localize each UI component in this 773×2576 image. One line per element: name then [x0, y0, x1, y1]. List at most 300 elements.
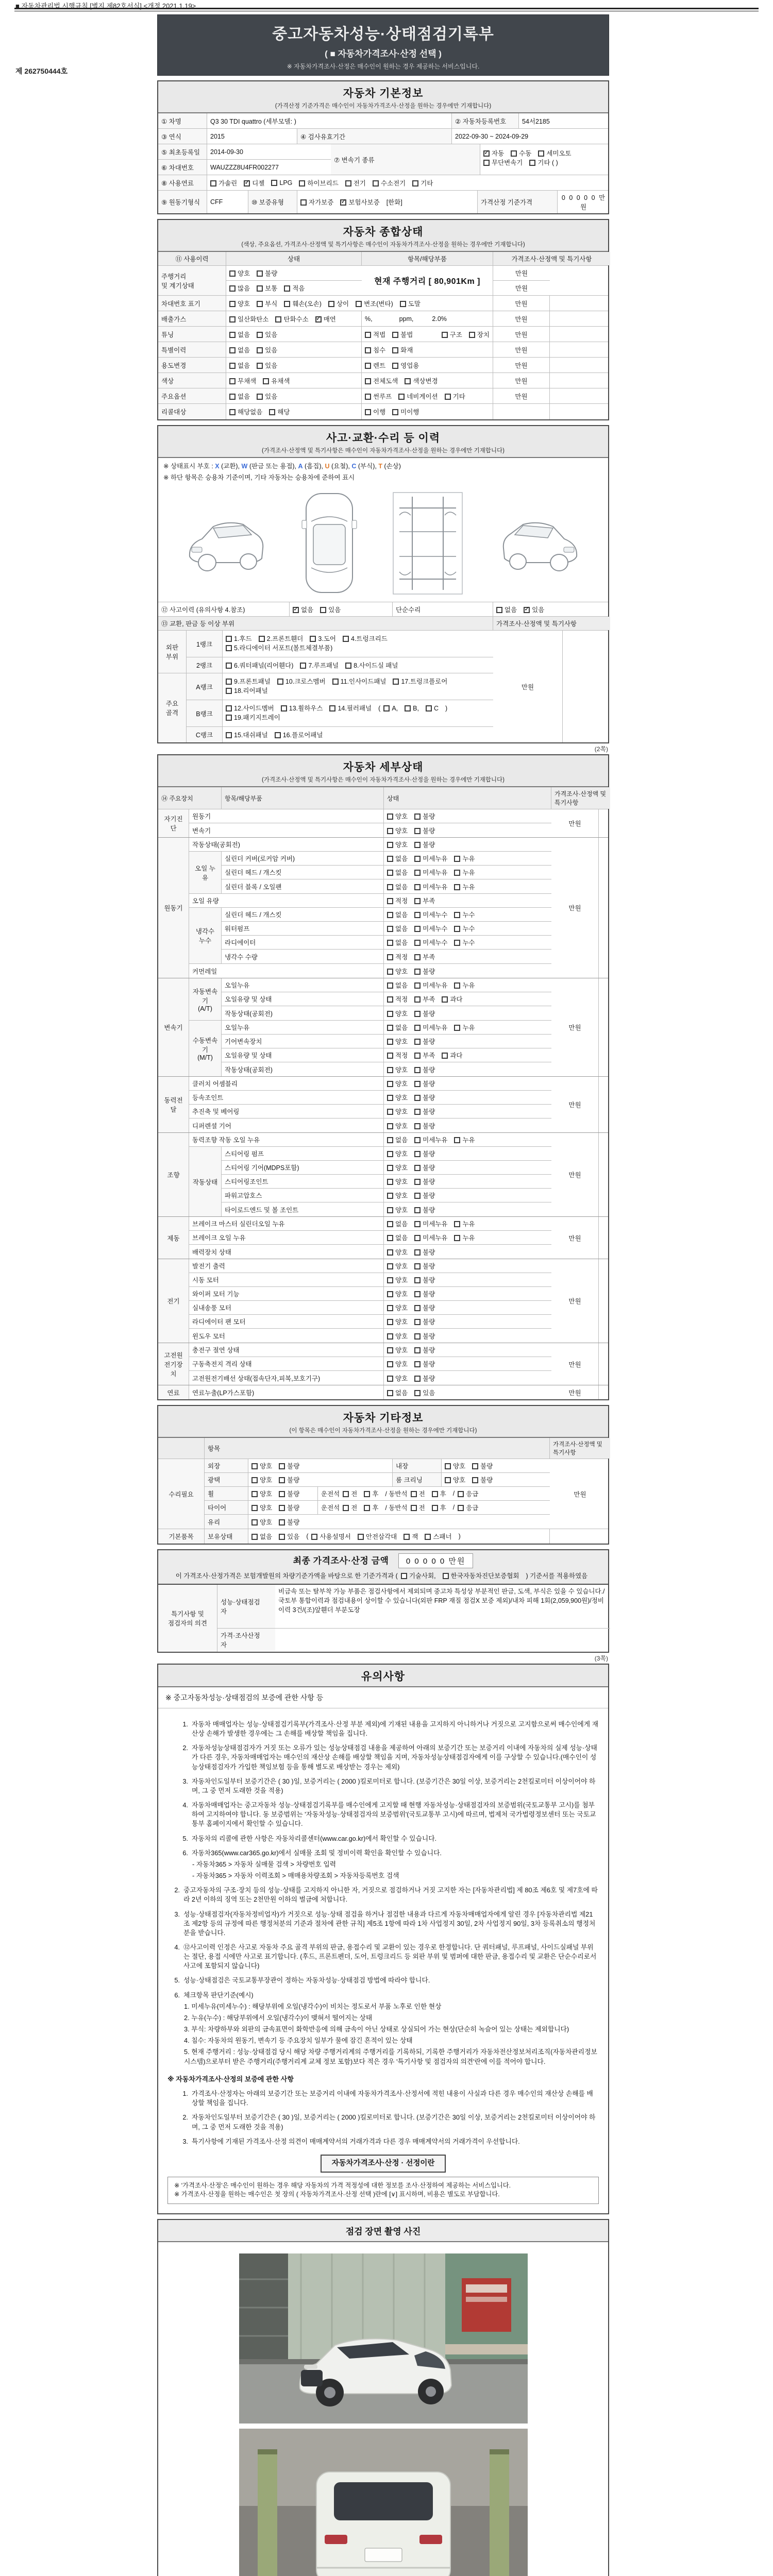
checkbox-option[interactable]	[414, 1037, 435, 1046]
unchecked-checkbox[interactable]	[414, 1193, 421, 1199]
checkbox-option[interactable]	[356, 299, 393, 308]
unchecked-checkbox[interactable]	[414, 1277, 421, 1283]
checkbox-option[interactable]	[432, 1489, 446, 1498]
checkbox-option[interactable]	[414, 882, 447, 891]
unchecked-checkbox[interactable]	[343, 1505, 349, 1511]
unchecked-checkbox[interactable]	[387, 1179, 393, 1185]
unchecked-checkbox[interactable]	[405, 705, 411, 711]
unchecked-checkbox[interactable]	[511, 150, 517, 157]
checkbox-option[interactable]	[229, 330, 250, 339]
checkbox-option[interactable]	[210, 178, 237, 188]
checkbox-option[interactable]	[432, 1503, 446, 1512]
checkbox-option[interactable]	[328, 299, 349, 308]
unchecked-checkbox[interactable]	[442, 332, 448, 338]
unchecked-checkbox[interactable]	[414, 940, 421, 946]
checkbox-option[interactable]	[364, 1503, 378, 1512]
checkbox-option[interactable]	[414, 1149, 435, 1158]
unchecked-checkbox[interactable]	[284, 301, 290, 307]
checkbox-option[interactable]	[414, 1275, 435, 1284]
checkbox-option[interactable]	[442, 330, 462, 339]
unchecked-checkbox[interactable]	[343, 636, 349, 642]
unchecked-checkbox[interactable]	[414, 1179, 421, 1185]
checkbox-option[interactable]	[387, 826, 408, 835]
checkbox-option[interactable]	[414, 1261, 435, 1270]
checkbox-option[interactable]	[279, 1461, 299, 1470]
checkbox-option[interactable]	[387, 1331, 408, 1341]
checked-checkbox[interactable]	[293, 607, 299, 613]
checkbox-option[interactable]	[277, 676, 326, 686]
unchecked-checkbox[interactable]	[279, 1505, 285, 1511]
unchecked-checkbox[interactable]	[279, 1491, 285, 1497]
unchecked-checkbox[interactable]	[226, 732, 232, 738]
unchecked-checkbox[interactable]	[454, 856, 460, 862]
unchecked-checkbox[interactable]	[364, 1491, 370, 1497]
unchecked-checkbox[interactable]	[365, 378, 371, 384]
unchecked-checkbox[interactable]	[387, 1249, 393, 1256]
unchecked-checkbox[interactable]	[343, 1491, 349, 1497]
unchecked-checkbox[interactable]	[257, 270, 263, 277]
checkbox-option[interactable]	[414, 1121, 435, 1130]
checkbox-option[interactable]	[299, 178, 338, 188]
checkbox-option[interactable]	[281, 703, 323, 713]
checkbox-option[interactable]	[387, 1303, 408, 1312]
checkbox-option[interactable]	[483, 148, 504, 158]
checkbox-option[interactable]	[320, 605, 341, 614]
checkbox-option[interactable]	[414, 1065, 435, 1074]
unchecked-checkbox[interactable]	[284, 285, 290, 292]
checkbox-option[interactable]	[279, 1503, 299, 1512]
unchecked-checkbox[interactable]	[414, 1249, 421, 1256]
unchecked-checkbox[interactable]	[414, 1053, 421, 1059]
unchecked-checkbox[interactable]	[257, 301, 263, 307]
checkbox-option[interactable]	[387, 882, 408, 891]
checkbox-option[interactable]	[414, 1247, 435, 1257]
checked-checkbox[interactable]	[524, 607, 530, 613]
checkbox-option[interactable]	[279, 1517, 299, 1527]
unchecked-checkbox[interactable]	[373, 180, 379, 187]
unchecked-checkbox[interactable]	[299, 180, 305, 187]
checkbox-option[interactable]	[387, 1219, 408, 1228]
unchecked-checkbox[interactable]	[229, 270, 236, 277]
unchecked-checkbox[interactable]	[229, 301, 236, 307]
unchecked-checkbox[interactable]	[454, 884, 460, 890]
unchecked-checkbox[interactable]	[320, 607, 326, 613]
checkbox-option[interactable]	[414, 924, 447, 933]
unchecked-checkbox[interactable]	[281, 705, 287, 711]
unchecked-checkbox[interactable]	[226, 636, 232, 642]
checkbox-option[interactable]	[387, 952, 408, 961]
unchecked-checkbox[interactable]	[387, 1081, 393, 1087]
checkbox-option[interactable]	[414, 1079, 435, 1088]
checkbox-option[interactable]	[300, 660, 339, 670]
checkbox-option[interactable]	[365, 376, 398, 385]
unchecked-checkbox[interactable]	[364, 1505, 370, 1511]
unchecked-checkbox[interactable]	[442, 996, 448, 1003]
checkbox-option[interactable]	[229, 268, 250, 278]
checkbox-option[interactable]	[387, 994, 408, 1004]
unchecked-checkbox[interactable]	[226, 645, 232, 651]
checkbox-option[interactable]	[310, 634, 336, 643]
checkbox-option[interactable]	[405, 705, 419, 712]
checkbox-option[interactable]	[387, 1191, 408, 1200]
unchecked-checkbox[interactable]	[414, 814, 421, 820]
checkbox-option[interactable]	[229, 407, 262, 416]
unchecked-checkbox[interactable]	[251, 1477, 258, 1483]
checkbox-option[interactable]	[387, 967, 408, 976]
unchecked-checkbox[interactable]	[414, 1263, 421, 1269]
checkbox-option[interactable]	[387, 1065, 408, 1074]
checkbox-option[interactable]	[343, 634, 388, 643]
unchecked-checkbox[interactable]	[251, 1463, 258, 1469]
checkbox-option[interactable]	[257, 361, 277, 370]
unchecked-checkbox[interactable]	[229, 378, 236, 384]
unchecked-checkbox[interactable]	[300, 663, 306, 669]
checkbox-option[interactable]	[411, 1489, 425, 1498]
checkbox-option[interactable]	[365, 407, 385, 416]
checkbox-option[interactable]	[387, 1079, 408, 1088]
unchecked-checkbox[interactable]	[469, 332, 475, 338]
unchecked-checkbox[interactable]	[387, 926, 393, 932]
unchecked-checkbox[interactable]	[279, 1519, 285, 1526]
unchecked-checkbox[interactable]	[414, 1221, 421, 1227]
unchecked-checkbox[interactable]	[257, 394, 263, 400]
unchecked-checkbox[interactable]	[414, 1207, 421, 1213]
checkbox-option[interactable]	[387, 1275, 408, 1284]
checkbox-option[interactable]	[284, 299, 322, 308]
checkbox-option[interactable]	[511, 148, 531, 158]
checkbox-option[interactable]	[414, 910, 447, 919]
checked-checkbox[interactable]	[483, 150, 490, 157]
unchecked-checkbox[interactable]	[332, 679, 339, 685]
unchecked-checkbox[interactable]	[414, 1361, 421, 1367]
unchecked-checkbox[interactable]	[387, 1207, 393, 1213]
unchecked-checkbox[interactable]	[472, 1477, 478, 1483]
checkbox-option[interactable]	[454, 910, 475, 919]
checkbox-option[interactable]	[414, 1345, 435, 1354]
unchecked-checkbox[interactable]	[387, 1109, 393, 1115]
unchecked-checkbox[interactable]	[257, 332, 263, 338]
unchecked-checkbox[interactable]	[483, 160, 490, 166]
unchecked-checkbox[interactable]	[279, 1534, 285, 1540]
unchecked-checkbox[interactable]	[458, 1505, 464, 1511]
checkbox-option[interactable]	[443, 1571, 519, 1580]
unchecked-checkbox[interactable]	[445, 394, 451, 400]
unchecked-checkbox[interactable]	[275, 732, 281, 738]
checkbox-option[interactable]	[343, 1489, 357, 1498]
checked-checkbox[interactable]	[340, 199, 346, 206]
unchecked-checkbox[interactable]	[387, 954, 393, 960]
unchecked-checkbox[interactable]	[414, 1305, 421, 1311]
checkbox-option[interactable]	[414, 826, 435, 835]
checkbox-option[interactable]	[414, 1163, 435, 1172]
checkbox-option[interactable]	[472, 1461, 493, 1470]
unchecked-checkbox[interactable]	[414, 828, 421, 834]
checkbox-option[interactable]	[414, 1135, 447, 1144]
unchecked-checkbox[interactable]	[411, 1491, 417, 1497]
checkbox-option[interactable]	[229, 361, 250, 370]
unchecked-checkbox[interactable]	[412, 180, 418, 187]
unchecked-checkbox[interactable]	[257, 347, 263, 353]
unchecked-checkbox[interactable]	[443, 1573, 449, 1579]
checkbox-option[interactable]	[414, 980, 447, 990]
checkbox-option[interactable]	[387, 1135, 408, 1144]
unchecked-checkbox[interactable]	[387, 898, 393, 904]
checkbox-option[interactable]	[414, 854, 447, 863]
checkbox-option[interactable]	[483, 158, 523, 167]
checkbox-option[interactable]	[454, 1219, 475, 1228]
unchecked-checkbox[interactable]	[414, 1081, 421, 1087]
unchecked-checkbox[interactable]	[454, 1025, 460, 1031]
checkbox-option[interactable]	[343, 1503, 357, 1512]
checkbox-option[interactable]	[257, 330, 277, 339]
unchecked-checkbox[interactable]	[269, 409, 275, 415]
checkbox-option[interactable]	[387, 910, 408, 919]
checkbox-option[interactable]	[387, 1388, 408, 1397]
unchecked-checkbox[interactable]	[387, 912, 393, 918]
checkbox-option[interactable]	[442, 1050, 462, 1060]
checkbox-option[interactable]	[414, 868, 447, 877]
checkbox-option[interactable]	[387, 1177, 408, 1186]
checkbox-option[interactable]	[414, 1177, 435, 1186]
unchecked-checkbox[interactable]	[392, 363, 398, 369]
unchecked-checkbox[interactable]	[414, 1151, 421, 1157]
unchecked-checkbox[interactable]	[454, 1137, 460, 1143]
checkbox-option[interactable]	[392, 345, 413, 354]
unchecked-checkbox[interactable]	[414, 1291, 421, 1297]
checkbox-option[interactable]	[365, 345, 385, 354]
unchecked-checkbox[interactable]	[414, 996, 421, 1003]
unchecked-checkbox[interactable]	[414, 969, 421, 975]
unchecked-checkbox[interactable]	[454, 940, 460, 946]
unchecked-checkbox[interactable]	[414, 898, 421, 904]
checkbox-option[interactable]	[414, 938, 447, 947]
checkbox-option[interactable]	[414, 1317, 435, 1326]
unchecked-checkbox[interactable]	[345, 180, 351, 187]
unchecked-checkbox[interactable]	[229, 394, 236, 400]
checkbox-option[interactable]	[445, 1475, 465, 1484]
checkbox-option[interactable]	[226, 703, 274, 713]
unchecked-checkbox[interactable]	[445, 1463, 451, 1469]
unchecked-checkbox[interactable]	[263, 378, 269, 384]
unchecked-checkbox[interactable]	[251, 1505, 258, 1511]
checkbox-option[interactable]	[387, 1205, 408, 1214]
unchecked-checkbox[interactable]	[387, 1053, 393, 1059]
checkbox-option[interactable]	[275, 314, 308, 324]
unchecked-checkbox[interactable]	[414, 1109, 421, 1115]
checkbox-option[interactable]	[229, 345, 250, 354]
unchecked-checkbox[interactable]	[387, 842, 393, 848]
checkbox-option[interactable]	[414, 994, 435, 1004]
unchecked-checkbox[interactable]	[387, 1193, 393, 1199]
unchecked-checkbox[interactable]	[328, 301, 334, 307]
checkbox-option[interactable]	[345, 660, 398, 670]
checkbox-option[interactable]	[226, 643, 332, 652]
unchecked-checkbox[interactable]	[387, 940, 393, 946]
checkbox-option[interactable]	[226, 730, 268, 739]
checkbox-option[interactable]	[426, 705, 439, 712]
unchecked-checkbox[interactable]	[277, 679, 283, 685]
unchecked-checkbox[interactable]	[414, 1347, 421, 1353]
checkbox-option[interactable]	[414, 1219, 447, 1228]
checkbox-option[interactable]	[251, 1532, 272, 1541]
unchecked-checkbox[interactable]	[387, 1095, 393, 1101]
unchecked-checkbox[interactable]	[414, 870, 421, 876]
unchecked-checkbox[interactable]	[229, 347, 236, 353]
unchecked-checkbox[interactable]	[445, 1477, 451, 1483]
checkbox-option[interactable]	[259, 634, 304, 643]
unchecked-checkbox[interactable]	[365, 332, 371, 338]
checkbox-option[interactable]	[229, 392, 250, 401]
unchecked-checkbox[interactable]	[538, 150, 544, 157]
checkbox-option[interactable]	[400, 299, 421, 308]
unchecked-checkbox[interactable]	[365, 347, 371, 353]
checkbox-option[interactable]	[387, 1093, 408, 1102]
checkbox-option[interactable]	[340, 197, 379, 207]
checkbox-option[interactable]	[332, 676, 386, 686]
checkbox-option[interactable]	[414, 1289, 435, 1298]
checkbox-option[interactable]	[226, 686, 268, 695]
unchecked-checkbox[interactable]	[387, 1361, 393, 1367]
checkbox-option[interactable]	[269, 407, 290, 416]
checkbox-option[interactable]	[445, 392, 465, 401]
checkbox-option[interactable]	[387, 868, 408, 877]
checkbox-option[interactable]	[472, 1475, 493, 1484]
checkbox-option[interactable]	[414, 1205, 435, 1214]
unchecked-checkbox[interactable]	[414, 1165, 421, 1171]
checkbox-option[interactable]	[345, 178, 366, 188]
unchecked-checkbox[interactable]	[387, 1165, 393, 1171]
checkbox-option[interactable]	[405, 376, 438, 385]
checkbox-option[interactable]	[414, 1303, 435, 1312]
checkbox-option[interactable]	[257, 268, 277, 278]
checkbox-option[interactable]	[414, 1107, 435, 1116]
unchecked-checkbox[interactable]	[387, 870, 393, 876]
checkbox-option[interactable]	[392, 330, 413, 339]
checkbox-option[interactable]	[454, 1135, 475, 1144]
checkbox-option[interactable]	[387, 938, 408, 947]
checkbox-option[interactable]	[414, 1023, 447, 1032]
unchecked-checkbox[interactable]	[226, 705, 232, 711]
unchecked-checkbox[interactable]	[279, 1477, 285, 1483]
unchecked-checkbox[interactable]	[387, 1319, 393, 1325]
checkbox-option[interactable]	[387, 1374, 408, 1383]
unchecked-checkbox[interactable]	[454, 912, 460, 918]
checkbox-option[interactable]	[538, 148, 571, 158]
checkbox-option[interactable]	[226, 660, 293, 670]
checkbox-option[interactable]	[387, 1359, 408, 1368]
unchecked-checkbox[interactable]	[279, 1463, 285, 1469]
unchecked-checkbox[interactable]	[387, 1305, 393, 1311]
unchecked-checkbox[interactable]	[387, 1025, 393, 1031]
unchecked-checkbox[interactable]	[387, 828, 393, 834]
unchecked-checkbox[interactable]	[414, 1095, 421, 1101]
checkbox-option[interactable]	[529, 158, 558, 167]
unchecked-checkbox[interactable]	[426, 705, 432, 711]
checkbox-option[interactable]	[251, 1517, 272, 1527]
checkbox-option[interactable]	[458, 1489, 478, 1498]
unchecked-checkbox[interactable]	[387, 1235, 393, 1241]
checked-checkbox[interactable]	[315, 316, 322, 323]
unchecked-checkbox[interactable]	[329, 705, 335, 711]
unchecked-checkbox[interactable]	[251, 1519, 258, 1526]
unchecked-checkbox[interactable]	[414, 1235, 421, 1241]
unchecked-checkbox[interactable]	[472, 1463, 478, 1469]
unchecked-checkbox[interactable]	[345, 663, 351, 669]
unchecked-checkbox[interactable]	[454, 926, 460, 932]
checkbox-option[interactable]	[387, 1163, 408, 1172]
unchecked-checkbox[interactable]	[414, 1025, 421, 1031]
unchecked-checkbox[interactable]	[229, 332, 236, 338]
checkbox-option[interactable]	[311, 1532, 350, 1541]
unchecked-checkbox[interactable]	[414, 856, 421, 862]
unchecked-checkbox[interactable]	[432, 1505, 438, 1511]
unchecked-checkbox[interactable]	[414, 982, 421, 989]
checkbox-option[interactable]	[300, 197, 333, 207]
checkbox-option[interactable]	[412, 178, 433, 188]
unchecked-checkbox[interactable]	[414, 1123, 421, 1129]
checkbox-option[interactable]	[387, 1149, 408, 1158]
unchecked-checkbox[interactable]	[414, 1390, 421, 1396]
unchecked-checkbox[interactable]	[229, 285, 236, 292]
checkbox-option[interactable]	[387, 1023, 408, 1032]
unchecked-checkbox[interactable]	[454, 982, 460, 989]
unchecked-checkbox[interactable]	[226, 688, 232, 694]
checkbox-option[interactable]	[392, 407, 419, 416]
unchecked-checkbox[interactable]	[310, 636, 316, 642]
checkbox-option[interactable]	[293, 605, 313, 614]
checkbox-option[interactable]	[392, 361, 419, 370]
unchecked-checkbox[interactable]	[401, 1573, 407, 1579]
unchecked-checkbox[interactable]	[392, 347, 398, 353]
checkbox-option[interactable]	[454, 980, 475, 990]
unchecked-checkbox[interactable]	[387, 982, 393, 989]
unchecked-checkbox[interactable]	[405, 378, 411, 384]
checkbox-option[interactable]	[387, 1317, 408, 1326]
checkbox-option[interactable]	[414, 1233, 447, 1242]
unchecked-checkbox[interactable]	[414, 912, 421, 918]
checkbox-option[interactable]	[387, 1037, 408, 1046]
checkbox-option[interactable]	[373, 178, 406, 188]
checkbox-option[interactable]	[398, 392, 438, 401]
checkbox-option[interactable]	[284, 283, 305, 293]
checkbox-option[interactable]	[279, 1475, 299, 1484]
checkbox-option[interactable]	[365, 330, 385, 339]
unchecked-checkbox[interactable]	[454, 870, 460, 876]
checkbox-option[interactable]	[315, 314, 336, 324]
checkbox-option[interactable]	[257, 345, 277, 354]
unchecked-checkbox[interactable]	[387, 1151, 393, 1157]
unchecked-checkbox[interactable]	[414, 926, 421, 932]
unchecked-checkbox[interactable]	[387, 1039, 393, 1045]
unchecked-checkbox[interactable]	[387, 1347, 393, 1353]
unchecked-checkbox[interactable]	[259, 636, 265, 642]
checkbox-option[interactable]	[458, 1503, 478, 1512]
unchecked-checkbox[interactable]	[251, 1491, 258, 1497]
checkbox-option[interactable]	[414, 896, 435, 905]
unchecked-checkbox[interactable]	[400, 301, 406, 307]
checkbox-option[interactable]	[226, 676, 271, 686]
checkbox-option[interactable]	[414, 1093, 435, 1102]
checkbox-option[interactable]	[496, 605, 517, 614]
checkbox-option[interactable]	[387, 980, 408, 990]
unchecked-checkbox[interactable]	[257, 285, 263, 292]
checkbox-option[interactable]	[251, 1461, 272, 1470]
unchecked-checkbox[interactable]	[387, 814, 393, 820]
checkbox-option[interactable]	[257, 283, 277, 293]
unchecked-checkbox[interactable]	[387, 1333, 393, 1340]
checkbox-option[interactable]	[263, 376, 290, 385]
unchecked-checkbox[interactable]	[387, 1291, 393, 1297]
